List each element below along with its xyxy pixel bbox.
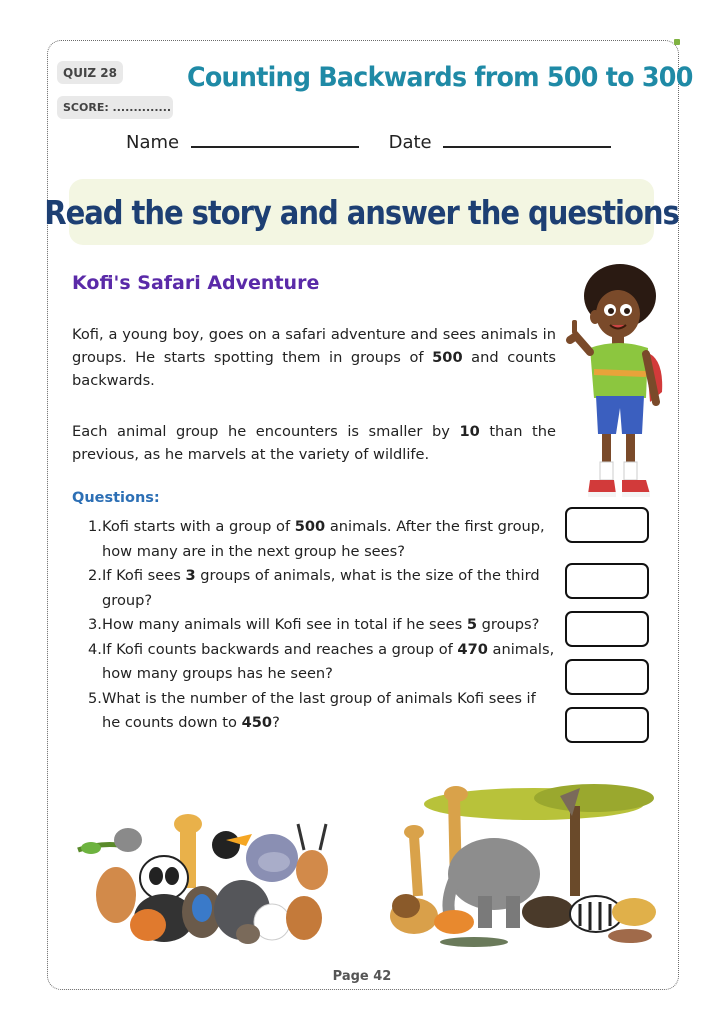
story-title: Kofi's Safari Adventure — [72, 272, 320, 294]
corner-mark — [674, 39, 680, 45]
name-field-line[interactable] — [191, 130, 359, 148]
question-item: 1. Kofi starts with a group of 500 animals. After the first group, how many are in the next group he sees? — [88, 518, 545, 560]
story-paragraph-1: Kofi, a young boy, goes on a safari adventure and sees animals in groups. He starts spotting them in groups of 500 and counts backwards. — [72, 326, 556, 389]
story-paragraph-2: Each animal group he encounters is smaller by 10 than the previous, as he marvels at the variety of wildlife. — [72, 423, 556, 463]
instruction-banner — [44, 179, 679, 245]
answer-box-5[interactable] — [565, 707, 649, 743]
date-field-line[interactable] — [443, 130, 611, 148]
question-item: 3. How many animals will Kofi see in total if he sees 5 groups? — [88, 616, 540, 633]
quiz-badge — [57, 61, 123, 84]
page-title: Counting Backwards from 500 to 300 — [187, 62, 693, 93]
question-item: 4. If Kofi counts backwards and reaches a group of 470 animals, how many groups has he seen? — [88, 640, 555, 682]
name-date-row — [126, 130, 611, 153]
answer-box-2[interactable] — [565, 563, 649, 599]
score-label: SCORE: .............. — [63, 101, 172, 114]
date-label: Date — [388, 132, 432, 153]
question-item: 5. What is the number of the last group of animals Kofi sees if he counts down to 450? — [88, 689, 536, 731]
answer-box-4[interactable] — [565, 659, 649, 695]
boy-with-backpack-illustration — [560, 262, 668, 507]
page-number: Page 42 — [332, 969, 392, 984]
cartoon-animal-group-illustration — [76, 810, 338, 945]
banner-text: Read the story and answer the questions — [44, 192, 679, 232]
safari-animals-under-tree-illustration — [384, 776, 666, 952]
question-item: 2. If Kofi sees 3 groups of animals, what is the size of the third group? — [88, 567, 540, 609]
score-badge — [57, 96, 173, 119]
question-list — [88, 515, 558, 736]
name-label: Name — [126, 132, 180, 153]
quiz-label: QUIZ 28 — [63, 65, 117, 80]
questions-label: Questions: — [72, 490, 160, 506]
answer-box-1[interactable] — [565, 507, 649, 543]
answer-box-3[interactable] — [565, 611, 649, 647]
